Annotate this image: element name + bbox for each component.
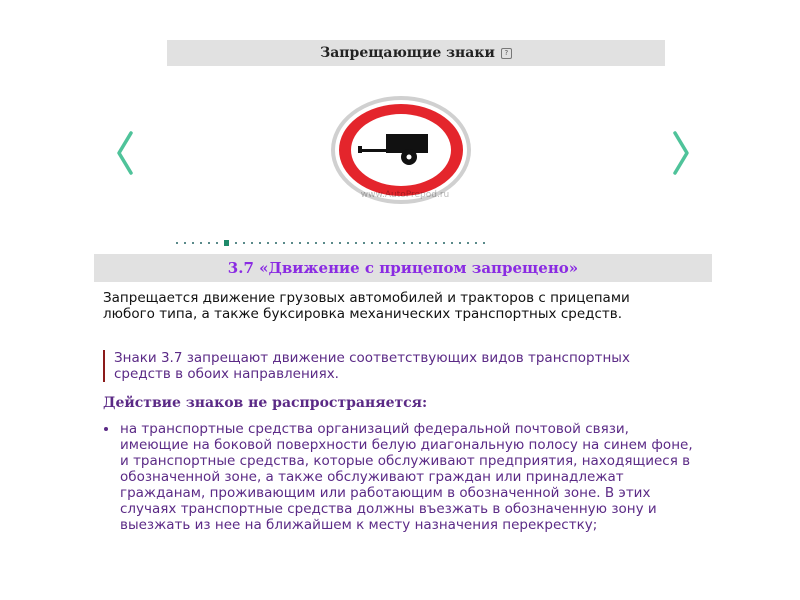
- carousel-dot[interactable]: [427, 242, 429, 244]
- carousel-dot[interactable]: [363, 242, 365, 244]
- carousel-dot[interactable]: [184, 242, 186, 244]
- chevron-left-icon[interactable]: [114, 130, 136, 176]
- carousel-dot[interactable]: [371, 242, 373, 244]
- carousel-dot[interactable]: [323, 242, 325, 244]
- sign-note: Знаки 3.7 запрещают движение соответствующих видов транспортных средств в обоих направлениях.: [103, 350, 634, 382]
- carousel-dot[interactable]: [291, 242, 293, 244]
- carousel-dot[interactable]: [395, 242, 397, 244]
- carousel-dot[interactable]: [216, 242, 218, 244]
- sign-title-bar: [94, 254, 712, 282]
- sign-description: Запрещается движение грузовых автомобилей и тракторов с прицепами любого типа, а также буксировка механических транспортных средств.: [103, 290, 630, 322]
- carousel-dot[interactable]: [347, 242, 349, 244]
- carousel-dot[interactable]: [475, 242, 477, 244]
- carousel-dot[interactable]: [267, 242, 269, 244]
- carousel-dot[interactable]: [200, 242, 202, 244]
- carousel-dot[interactable]: [259, 242, 261, 244]
- carousel-dot[interactable]: [339, 242, 341, 244]
- carousel-dot[interactable]: [307, 242, 309, 244]
- sign-title: 3.7 «Движение с прицепом запрещено»: [227, 259, 579, 277]
- carousel-dot[interactable]: [235, 242, 237, 244]
- carousel-dot[interactable]: [355, 242, 357, 244]
- carousel-dot[interactable]: [315, 242, 317, 244]
- carousel-dot[interactable]: [403, 242, 405, 244]
- carousel-dot[interactable]: [243, 242, 245, 244]
- carousel-dot[interactable]: [387, 242, 389, 244]
- carousel-dot[interactable]: [299, 242, 301, 244]
- carousel-dot[interactable]: [283, 242, 285, 244]
- exceptions-heading: Действие знаков не распространяется:: [103, 395, 428, 411]
- carousel-dot[interactable]: [275, 242, 277, 244]
- category-title: Запрещающие знаки: [320, 45, 495, 61]
- carousel-dot[interactable]: [251, 242, 253, 244]
- carousel-dot[interactable]: [176, 242, 178, 244]
- carousel-dot-active[interactable]: [224, 240, 229, 246]
- category-header: [167, 40, 665, 66]
- carousel-dot[interactable]: [467, 242, 469, 244]
- sign-3-7-image: [330, 95, 472, 205]
- chevron-right-icon[interactable]: [670, 130, 692, 176]
- watermark-text: www.AutoPrepod.ru: [360, 190, 450, 200]
- carousel-dot[interactable]: [331, 242, 333, 244]
- question-icon[interactable]: ?: [501, 48, 512, 59]
- carousel-dot[interactable]: [483, 242, 485, 244]
- carousel-dot[interactable]: [443, 242, 445, 244]
- carousel-dot[interactable]: [192, 242, 194, 244]
- carousel-dot[interactable]: [451, 242, 453, 244]
- carousel-dot[interactable]: [419, 242, 421, 244]
- exceptions-list: [103, 421, 693, 533]
- carousel-dot[interactable]: [379, 242, 381, 244]
- carousel-dot[interactable]: [208, 242, 210, 244]
- carousel-pagination: [176, 238, 485, 248]
- carousel-dot[interactable]: [435, 242, 437, 244]
- list-item: на транспортные средства организаций федеральной почтовой связи, имеющие на боковой поверхности белую диагональную полосу на синем фоне, и транспортные средства, которые обслуживают предприятия, находящиеся в обозначенной зоне, а также обслуживают граждан или принадлежат гражданам, проживающим или работающим в обозначенной зоне. В этих случаях транспортные средства должны въезжать в обозначенную зону и выезжать из нее на ближайшем к месту назначения перекрестку;: [103, 421, 693, 533]
- carousel-dot[interactable]: [459, 242, 461, 244]
- carousel-dot[interactable]: [411, 242, 413, 244]
